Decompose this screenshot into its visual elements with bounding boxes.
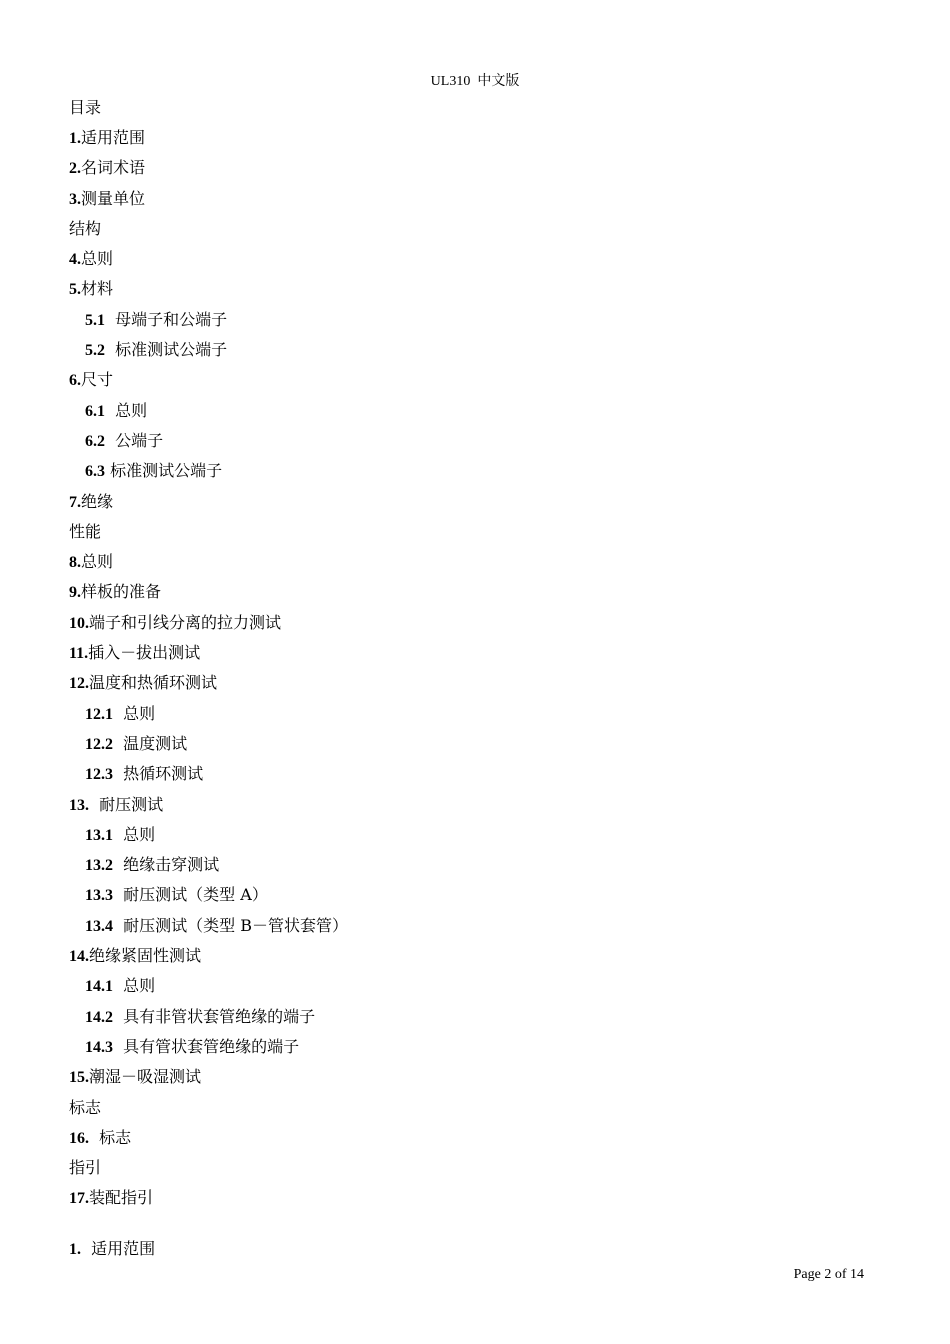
toc-entry-text: 端子和引线分离的拉力测试 bbox=[89, 612, 282, 632]
toc-entry-number: 14.2 bbox=[85, 1008, 113, 1026]
toc-entry-text: 绝缘 bbox=[81, 491, 114, 511]
toc-entry-number: 12.2 bbox=[85, 735, 113, 753]
toc-subentry bbox=[0, 976, 950, 1006]
toc-entry-number: 14.1 bbox=[85, 978, 113, 996]
toc-entry-number: 10. bbox=[69, 614, 89, 632]
toc-entry-text: 具有非管状套管绝缘的端子 bbox=[113, 1006, 316, 1026]
toc-entry-text: 总则 bbox=[81, 249, 114, 269]
toc-entry-text: 装配指引 bbox=[89, 1188, 154, 1208]
toc-entry-text: 材料 bbox=[81, 279, 114, 299]
toc-subentry bbox=[0, 1007, 950, 1037]
toc-entry-number: 12.3 bbox=[85, 766, 113, 784]
toc-entry-number: 6. bbox=[69, 372, 81, 390]
toc-entry-text: 标志 bbox=[89, 1127, 132, 1147]
toc-entry-text: 测量单位 bbox=[81, 188, 146, 208]
toc-entry bbox=[0, 522, 950, 552]
toc-entry-text: 温度和热循环测试 bbox=[89, 673, 218, 693]
toc-subentry bbox=[0, 855, 950, 885]
toc-entry-text: 标准测试公端子 bbox=[105, 461, 223, 481]
toc-entry bbox=[0, 613, 950, 643]
toc-entry-number: 14. bbox=[69, 948, 89, 966]
toc-subentry bbox=[0, 885, 950, 915]
toc-entry-number: 15. bbox=[69, 1069, 89, 1087]
toc-entry-text: 插入－拔出测试 bbox=[88, 643, 201, 663]
toc-entry-text: 绝缘击穿测试 bbox=[113, 855, 220, 875]
toc-entry bbox=[0, 492, 950, 522]
toc-entry-text: 耐压测试 bbox=[89, 794, 164, 814]
toc-entry-number: 13.1 bbox=[85, 826, 113, 844]
toc-entry-text: 性能 bbox=[69, 521, 102, 541]
toc-entry-text: 样板的准备 bbox=[81, 582, 162, 602]
toc-entry-number: 4. bbox=[69, 251, 81, 269]
toc-entry-text: 热循环测试 bbox=[113, 764, 204, 784]
toc-subentry bbox=[0, 461, 950, 491]
toc-entry-number: 5. bbox=[69, 281, 81, 299]
section-title: 适用范围 bbox=[81, 1239, 156, 1258]
section-number: 1. bbox=[69, 1241, 81, 1258]
toc-entry bbox=[0, 128, 950, 158]
toc-subentry bbox=[0, 764, 950, 794]
toc-entry-text: 总则 bbox=[113, 703, 156, 723]
toc-entry-number: 11. bbox=[69, 645, 89, 663]
toc-entry-text: 总则 bbox=[113, 824, 156, 844]
table-of-contents bbox=[0, 128, 950, 1219]
toc-subentry bbox=[0, 340, 950, 370]
toc-entry-number: 3. bbox=[69, 190, 81, 208]
toc-entry-text: 公端子 bbox=[105, 430, 164, 450]
toc-entry-text: 指引 bbox=[69, 1158, 102, 1178]
page-footer: Page 2 of 14 bbox=[793, 1267, 864, 1282]
toc-entry-text: 总则 bbox=[113, 976, 156, 996]
toc-subentry bbox=[0, 1037, 950, 1067]
toc-entry-number: 6.1 bbox=[85, 402, 105, 420]
toc-entry bbox=[0, 1098, 950, 1128]
section-heading bbox=[69, 1239, 155, 1260]
toc-subentry bbox=[0, 916, 950, 946]
toc-entry-number: 16. bbox=[69, 1129, 89, 1147]
toc-entry bbox=[0, 219, 950, 249]
toc-entry bbox=[0, 643, 950, 673]
toc-entry-number: 13.4 bbox=[85, 917, 113, 935]
toc-entry-number: 12. bbox=[69, 675, 89, 693]
toc-entry-text: 结构 bbox=[69, 218, 102, 238]
toc-entry bbox=[0, 946, 950, 976]
toc-entry-number: 6.2 bbox=[85, 432, 105, 450]
toc-entry bbox=[0, 1067, 950, 1097]
toc-entry-text: 标准测试公端子 bbox=[105, 340, 228, 360]
toc-subentry bbox=[0, 825, 950, 855]
toc-entry-text: 具有管状套管绝缘的端子 bbox=[113, 1036, 300, 1056]
toc-subentry bbox=[0, 704, 950, 734]
toc-entry-text: 总则 bbox=[81, 552, 114, 572]
toc-entry-number: 12.1 bbox=[85, 705, 113, 723]
toc-entry-number: 13.2 bbox=[85, 857, 113, 875]
toc-entry-number: 1. bbox=[69, 130, 81, 147]
toc-entry bbox=[0, 158, 950, 188]
toc-title: 目录 bbox=[69, 98, 102, 117]
toc-entry-number: 8. bbox=[69, 554, 81, 572]
toc-entry-number: 5.1 bbox=[85, 311, 105, 329]
toc-entry-text: 耐压测试（类型 A） bbox=[113, 885, 268, 905]
toc-entry bbox=[0, 189, 950, 219]
toc-entry-number: 2. bbox=[69, 160, 81, 178]
toc-entry-text: 母端子和公端子 bbox=[105, 309, 228, 329]
toc-entry-number: 6.3 bbox=[85, 463, 105, 481]
toc-entry-text: 潮湿－吸湿测试 bbox=[89, 1067, 202, 1087]
toc-entry-number: 13. bbox=[69, 796, 89, 814]
toc-entry bbox=[0, 249, 950, 279]
toc-entry bbox=[0, 370, 950, 400]
toc-entry bbox=[0, 1188, 950, 1218]
toc-entry-text: 耐压测试（类型 B－管状套管） bbox=[113, 915, 349, 935]
toc-entry-text: 温度测试 bbox=[113, 733, 188, 753]
toc-entry-number: 7. bbox=[69, 493, 81, 511]
toc-entry bbox=[0, 795, 950, 825]
toc-entry bbox=[0, 1158, 950, 1188]
toc-subentry bbox=[0, 401, 950, 431]
toc-subentry bbox=[0, 734, 950, 764]
toc-entry bbox=[0, 673, 950, 703]
toc-subentry bbox=[0, 431, 950, 461]
toc-entry-number: 14.3 bbox=[85, 1038, 113, 1056]
toc-entry-number: 13.3 bbox=[85, 887, 113, 905]
toc-entry-text: 名词术语 bbox=[81, 158, 146, 178]
toc-entry-text: 尺寸 bbox=[81, 370, 114, 390]
toc-entry-number: 9. bbox=[69, 584, 81, 602]
toc-entry-number: 5.2 bbox=[85, 342, 105, 360]
toc-subentry bbox=[0, 310, 950, 340]
toc-entry bbox=[0, 582, 950, 612]
toc-entry bbox=[0, 279, 950, 309]
toc-entry-text: 标志 bbox=[69, 1097, 102, 1117]
toc-entry-text: 总则 bbox=[105, 400, 148, 420]
toc-entry bbox=[0, 1128, 950, 1158]
document-header: UL310 中文版 bbox=[430, 74, 520, 89]
toc-entry-number: 17. bbox=[69, 1190, 89, 1208]
toc-entry-text: 适用范围 bbox=[81, 128, 146, 147]
toc-entry bbox=[0, 552, 950, 582]
toc-entry-text: 绝缘紧固性测试 bbox=[89, 946, 202, 966]
